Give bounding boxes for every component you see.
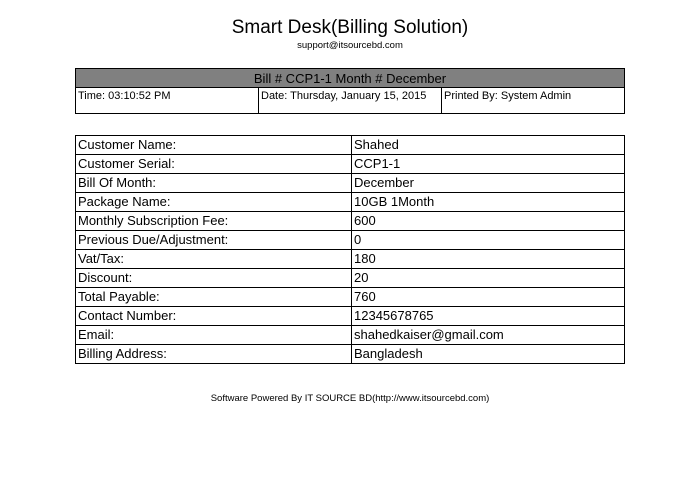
bill-time: Time: 03:10:52 PM bbox=[76, 88, 259, 113]
detail-label: Previous Due/Adjustment: bbox=[76, 231, 352, 250]
table-row bbox=[76, 212, 625, 231]
detail-label: Email: bbox=[76, 326, 352, 345]
detail-value: 760 bbox=[352, 288, 625, 307]
table-row bbox=[76, 174, 625, 193]
table-row bbox=[76, 136, 625, 155]
detail-label: Vat/Tax: bbox=[76, 250, 352, 269]
table-row bbox=[76, 307, 625, 326]
detail-value: Shahed bbox=[352, 136, 625, 155]
detail-label: Bill Of Month: bbox=[76, 174, 352, 193]
detail-value: Bangladesh bbox=[352, 345, 625, 364]
bill-title: Bill # CCP1-1 Month # December bbox=[76, 69, 624, 88]
table-row bbox=[76, 155, 625, 174]
bill-header bbox=[75, 68, 625, 114]
detail-label: Customer Serial: bbox=[76, 155, 352, 174]
bill-date: Date: Thursday, January 15, 2015 bbox=[259, 88, 442, 113]
support-email: support@itsourcebd.com bbox=[297, 40, 403, 51]
detail-label: Monthly Subscription Fee: bbox=[76, 212, 352, 231]
table-row bbox=[76, 231, 625, 250]
footer-powered-by: Software Powered By IT SOURCE BD(http://www.itsourcebd.com) bbox=[210, 393, 490, 404]
detail-value: 600 bbox=[352, 212, 625, 231]
detail-label: Total Payable: bbox=[76, 288, 352, 307]
bill-details-table bbox=[75, 135, 625, 364]
page-title: Smart Desk(Billing Solution) bbox=[231, 17, 469, 38]
detail-value: 12345678765 bbox=[352, 307, 625, 326]
detail-value: shahedkaiser@gmail.com bbox=[352, 326, 625, 345]
detail-label: Billing Address: bbox=[76, 345, 352, 364]
detail-value: 180 bbox=[352, 250, 625, 269]
bill-meta-row bbox=[76, 88, 624, 113]
detail-label: Package Name: bbox=[76, 193, 352, 212]
detail-value: 10GB 1Month bbox=[352, 193, 625, 212]
table-row bbox=[76, 326, 625, 345]
detail-value: CCP1-1 bbox=[352, 155, 625, 174]
detail-label: Contact Number: bbox=[76, 307, 352, 326]
table-row bbox=[76, 288, 625, 307]
detail-value: 20 bbox=[352, 269, 625, 288]
detail-label: Customer Name: bbox=[76, 136, 352, 155]
table-row bbox=[76, 345, 625, 364]
detail-label: Discount: bbox=[76, 269, 352, 288]
detail-value: 0 bbox=[352, 231, 625, 250]
table-row bbox=[76, 250, 625, 269]
bill-printed-by: Printed By: System Admin bbox=[444, 90, 572, 102]
table-row bbox=[76, 269, 625, 288]
detail-value: December bbox=[352, 174, 625, 193]
table-row bbox=[76, 193, 625, 212]
